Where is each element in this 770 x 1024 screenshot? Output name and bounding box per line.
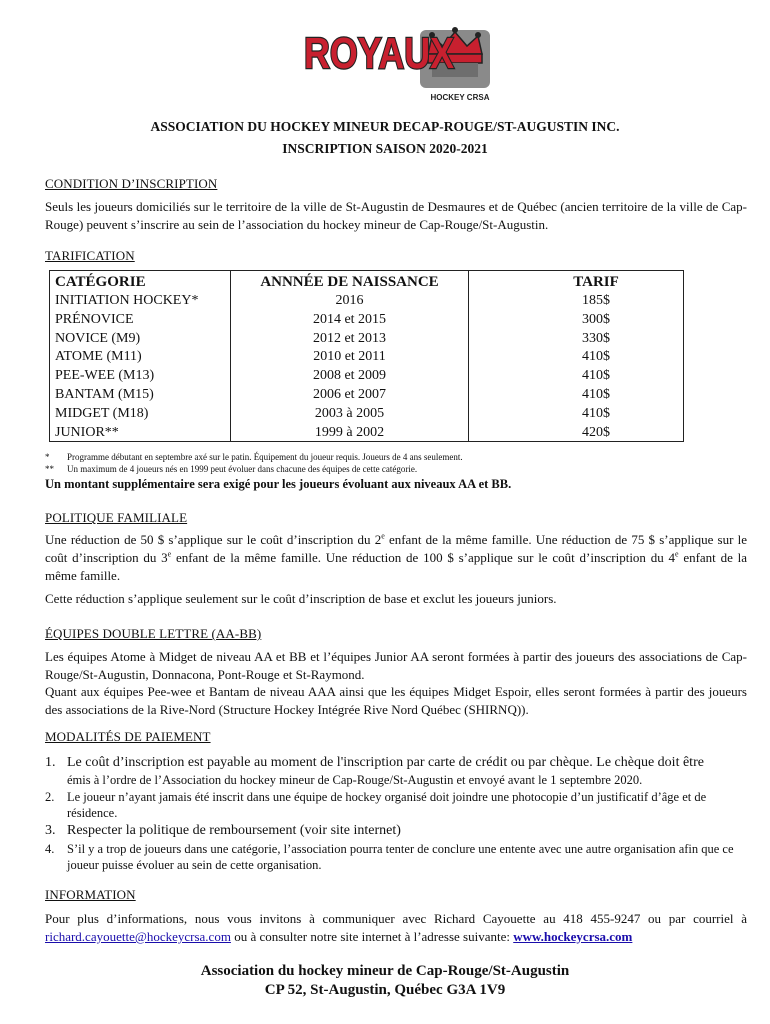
- payment-list: [45, 754, 747, 873]
- list-text: S’il y a trop de joueurs dans une catégorie, l’association pourra tenter de conclure une entente avec une autre organisation afin que ce joueur puisse évoluer au sein de cette organisation.: [67, 842, 734, 872]
- list-text: Respecter la politique de remboursement (voir site internet): [67, 823, 401, 838]
- table-cell: INITIATION HOCKEY*: [55, 293, 199, 308]
- information-text: [45, 910, 747, 946]
- table-cell: 2012 et 2013: [312, 330, 387, 346]
- document-subtitle: INSCRIPTION SAISON 2020-2021: [282, 141, 488, 156]
- text-run: ou à consulter notre site internet à l’adresse suivante:: [230, 929, 514, 944]
- text-run: Pour plus d’informations, nous vous invitons à communiquer avec Richard Cayouette au 418 455-9247 ou par courriel à: [45, 911, 747, 926]
- equipes-heading: ÉQUIPES DOUBLE LETTRE (AA-BB): [45, 626, 262, 641]
- tarif-table: [49, 270, 684, 442]
- extra-fee-notice: Un montant supplémentaire sera exigé pour les joueurs évoluant aux niveaux AA et BB.: [45, 477, 512, 491]
- category-header: CATÉGORIE: [55, 274, 146, 290]
- information-heading: INFORMATION: [45, 887, 136, 902]
- text-run: enfant de la même famille. Une réduction de 75 $ s’applique sur le coût d’inscription du 3: [45, 532, 747, 565]
- tarif-header: TARIF: [573, 274, 619, 290]
- table-cell: BANTAM (M15): [55, 386, 154, 402]
- table-cell: 410$: [582, 368, 610, 384]
- table-cell: 410$: [582, 405, 610, 421]
- footnote-junior: [45, 463, 417, 475]
- list-text: émis à l’ordre de l’Association du hockey mineur de Cap-Rouge/St-Augustin et envoyé avant le 1 septembre 2020.: [67, 773, 643, 787]
- table-cell: 1999 à 2002: [314, 424, 385, 440]
- text-run: Une réduction de 50 $ s’applique sur le coût d’inscription du 2: [45, 532, 382, 547]
- table-cell: JUNIOR**: [55, 424, 119, 440]
- category-column: [50, 271, 231, 441]
- year-header: ANNNÉE DE NAISSANCE: [260, 274, 439, 290]
- list-item: [45, 822, 747, 840]
- superscript: e: [674, 549, 679, 559]
- footnote-mark: *: [45, 452, 50, 462]
- equipes-text-2: Quant aux équipes Pee-wee et Bantam de niveau AAA ainsi que les équipes Midget Espoir, elles seront formées à partir des joueurs des associations de la Rive-Nord (Structure Hockey Intégrée Rive Nord Québec (SHIRNQ)).: [45, 684, 747, 717]
- table-cell: PRÉNOVICE: [55, 311, 134, 327]
- table-cell: 2008 et 2009: [312, 368, 387, 384]
- table-cell: 2003 à 2005: [314, 405, 385, 421]
- table-cell: 410$: [582, 386, 610, 402]
- list-number: 3.: [45, 823, 56, 838]
- svg-text:ROYAUX: ROYAUX: [304, 29, 454, 78]
- logo-wordmark: [304, 29, 454, 78]
- equipes-text-1: Les équipes Atome à Midget de niveau AA et BB et l’équipes Junior AA seront formées à partir des joueurs des associations de Cap-Rouge/St-Augustin, Donnacona, Pont-Rouge et St-Raymond.: [45, 649, 747, 682]
- table-cell: ATOME (M11): [55, 349, 142, 365]
- footnote-initiation: [45, 451, 463, 463]
- logo-subtitle: HOCKEY CRSA: [430, 93, 490, 102]
- condition-heading: CONDITION D’INSCRIPTION: [45, 176, 218, 191]
- list-text: Le joueur n’ayant jamais été inscrit dans une équipe de hockey organisé doit joindre une photocopie d’un justificatif d’âge et de résidence.: [67, 790, 707, 820]
- list-item: [45, 789, 747, 821]
- royaux-logo-graphic: [300, 8, 496, 104]
- year-column: [231, 271, 469, 441]
- table-cell: 300$: [582, 311, 610, 327]
- condition-text: Seuls les joueurs domiciliés sur le territoire de la ville de St-Augustin de Desmaures et de Québec (ancien territoire de la ville de Cap-Rouge) peuvent s’inscrire au sein de l’association du hockey mineur de Cap-Rouge/St-Augustin.: [45, 199, 747, 232]
- list-item: [45, 841, 747, 873]
- list-number: 4.: [45, 842, 55, 856]
- table-cell: MIDGET (M18): [55, 405, 149, 421]
- superscript: e: [381, 531, 385, 541]
- familiale-heading: POLITIQUE FAMILIALE: [45, 510, 188, 525]
- list-number: 2.: [45, 790, 55, 804]
- table-cell: 2016: [335, 293, 364, 308]
- footnote-text: Un maximum de 4 joueurs nés en 1999 peut évoluer dans chacune des équipes de cette catégorie.: [67, 464, 418, 474]
- paiement-heading: MODALITÉS DE PAIEMENT: [45, 729, 211, 744]
- text-run: enfant de la même famille. Une réduction de 100 $ s’applique sur le coût d’inscription du 4: [171, 550, 675, 565]
- table-cell: 2014 et 2015: [312, 311, 387, 327]
- email-link[interactable]: richard.cayouette@hockeycrsa.com: [45, 929, 231, 944]
- familiale-exclusion: Cette réduction s’applique seulement sur le coût d’inscription de base et exclut les joueurs juniors.: [45, 591, 557, 606]
- footnote-text: Programme débutant en septembre axé sur le patin. Équipement du joueur requis. Joueurs de 4 ans seulement.: [67, 452, 463, 462]
- list-number: 1.: [45, 755, 56, 770]
- footer-address: CP 52, St-Augustin, Québec G3A 1V9: [264, 982, 506, 998]
- table-cell: 410$: [582, 349, 610, 365]
- tarif-column: [469, 271, 683, 441]
- list-text: Le coût d’inscription est payable au moment de l'inscription par carte de crédit ou par chèque. Le chèque doit être: [67, 755, 704, 770]
- familiale-text: [45, 531, 747, 585]
- footnote-mark: **: [45, 464, 54, 474]
- document-title: ASSOCIATION DU HOCKEY MINEUR DECAP-ROUGE/ST-AUGUSTIN INC.: [150, 119, 620, 134]
- superscript: e: [167, 549, 172, 559]
- table-cell: 330$: [582, 330, 610, 346]
- table-cell: 2006 et 2007: [312, 386, 387, 402]
- list-item: [45, 754, 747, 788]
- table-cell: 185$: [582, 293, 610, 308]
- text-run: enfant de la même famille.: [45, 550, 747, 583]
- tarification-heading: TARIFICATION: [45, 248, 135, 263]
- table-cell: 2010 et 2011: [313, 349, 386, 365]
- table-cell: NOVICE (M9): [55, 330, 141, 346]
- website-link[interactable]: www.hockeycrsa.com: [513, 929, 633, 944]
- footer-organization: Association du hockey mineur de Cap-Rouge/St-Augustin: [200, 963, 570, 979]
- table-cell: PEE-WEE (M13): [55, 368, 155, 384]
- royaux-logo: [300, 8, 496, 104]
- table-cell: 420$: [582, 424, 610, 440]
